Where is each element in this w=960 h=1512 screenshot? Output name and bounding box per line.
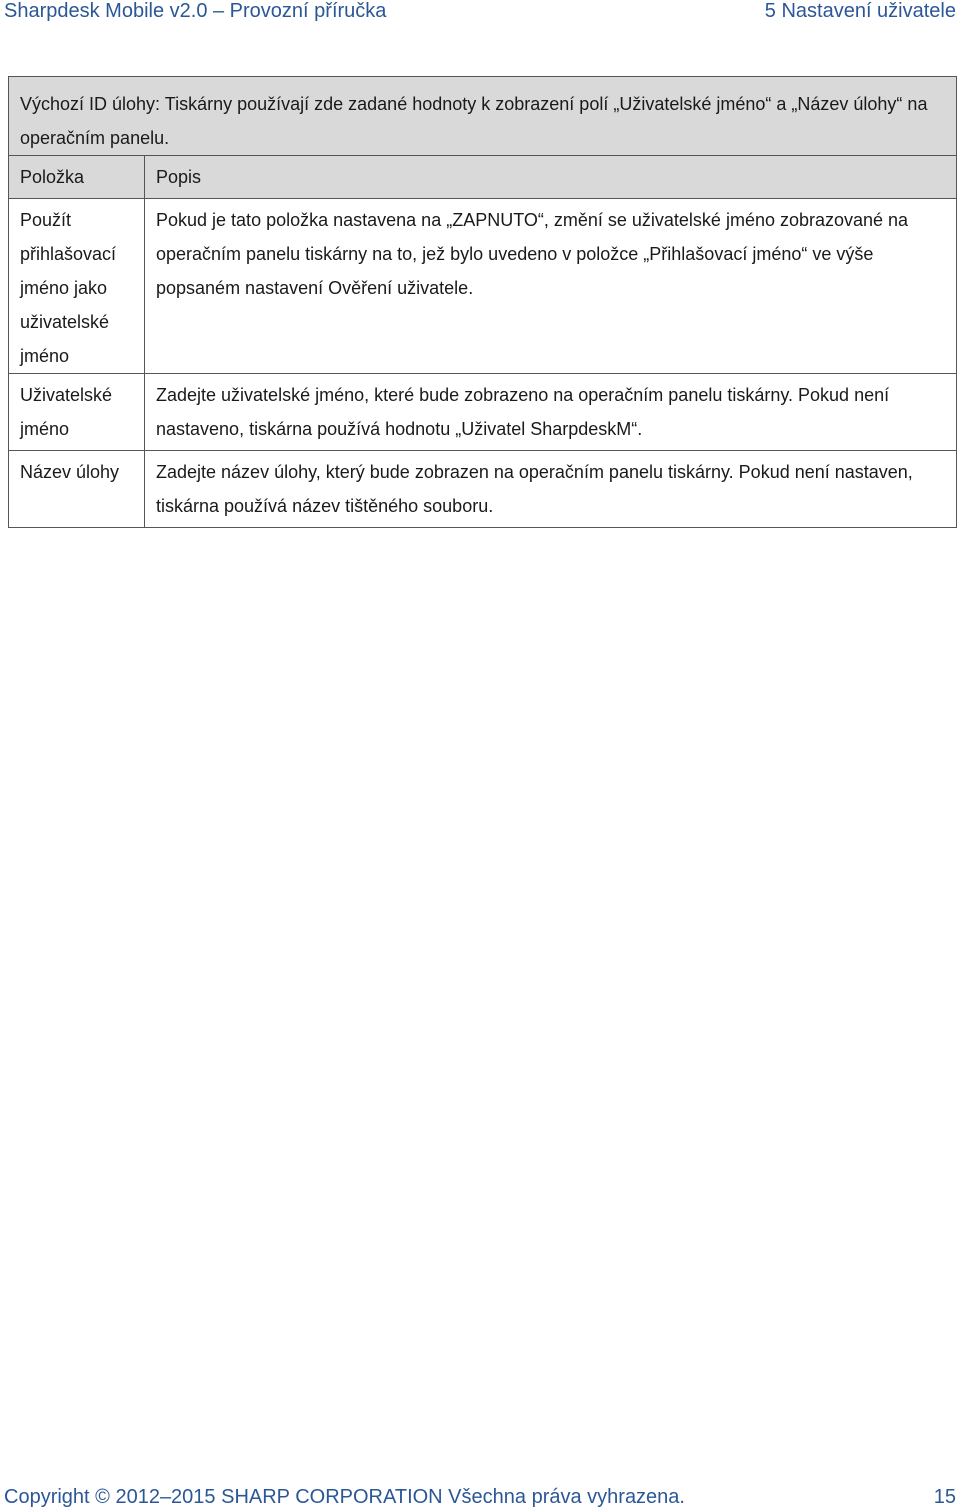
page-footer: [0, 1486, 960, 1512]
table-header-row: [9, 156, 957, 199]
description-cell: Zadejte uživatelské jméno, které bude zobrazeno na operačním panelu tiskárny. Pokud není nastaveno, tiskárna používá hodnotu „Uživatel SharpdeskM“.: [145, 374, 957, 451]
item-cell: Použít přihlašovací jméno jako uživatelské jméno: [9, 199, 145, 374]
column-header-item: Položka: [9, 156, 145, 199]
table-row: [9, 374, 957, 451]
section-title: 5 Nastavení uživatele: [764, 0, 956, 22]
description-cell: Zadejte název úlohy, který bude zobrazen na operačním panelu tiskárny. Pokud není nastaven, tiskárna používá název tištěného souboru.: [145, 451, 957, 528]
column-header-description: Popis: [145, 156, 957, 199]
description-cell: Pokud je tato položka nastavena na „ZAPNUTO“, změní se uživatelské jméno zobrazované na operačním panelu tiskárny na to, jež bylo uvedeno v položce „Přihlašovací jméno“ ve výše popsaném nastavení Ověření uživatele.: [145, 199, 957, 374]
document-title: Sharpdesk Mobile v2.0 – Provozní příručka: [4, 0, 387, 22]
settings-table: [8, 76, 957, 528]
page-header: [0, 0, 960, 30]
table-row: [9, 199, 957, 374]
page-number: 15: [933, 1486, 956, 1508]
note-row: [9, 77, 957, 156]
default-job-id-note: Výchozí ID úlohy: Tiskárny používají zde zadané hodnoty k zobrazení polí „Uživatelské jméno“ a „Název úlohy“ na operačním panelu.: [9, 77, 957, 156]
item-cell: Uživatelské jméno: [9, 374, 145, 451]
copyright-notice: Copyright © 2012–2015 SHARP CORPORATION Všechna práva vyhrazena.: [4, 1486, 685, 1508]
item-cell: Název úlohy: [9, 451, 145, 528]
table-row: [9, 451, 957, 528]
